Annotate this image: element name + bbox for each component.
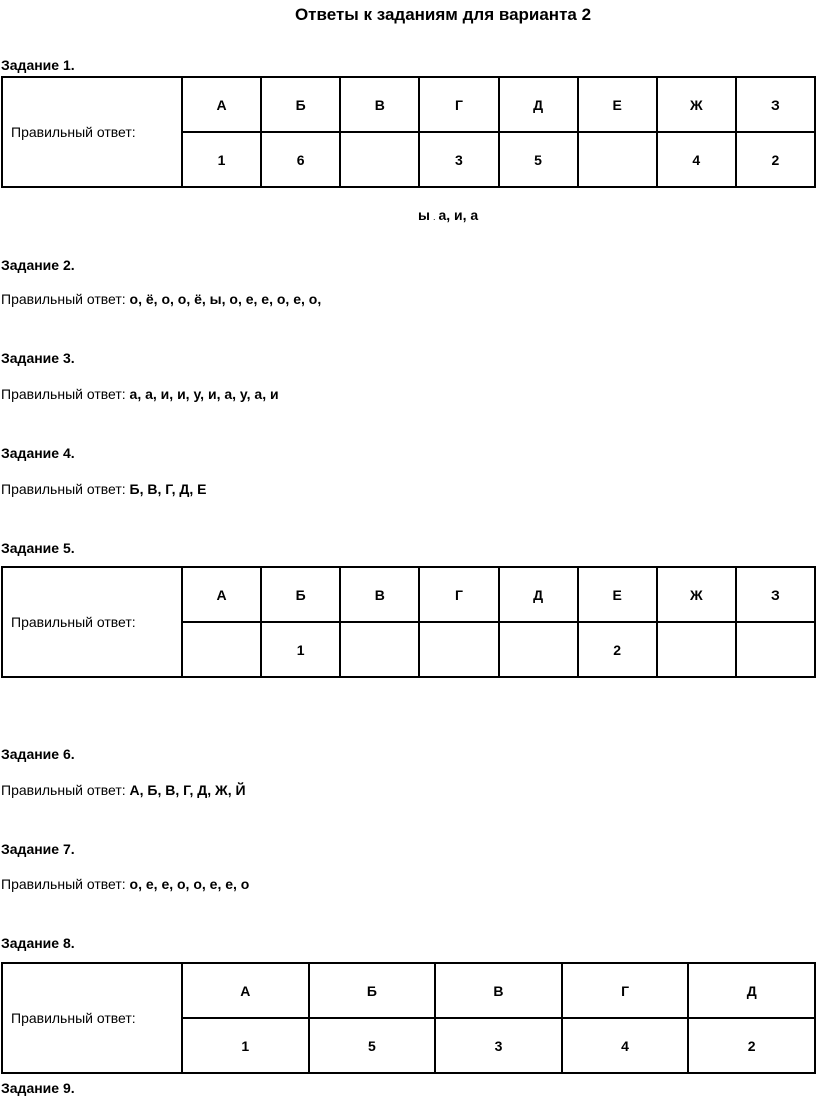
value-cell xyxy=(736,622,815,677)
task4-heading: Задание 4. xyxy=(1,445,75,461)
letter-cell: З xyxy=(736,77,815,132)
answer-label: Правильный ответ: xyxy=(1,876,126,892)
letter-cell: Б xyxy=(309,963,436,1018)
value-cell xyxy=(340,622,419,677)
letter-cell: Ж xyxy=(657,567,736,622)
letter-cell: Б xyxy=(261,567,340,622)
task8-answer-table xyxy=(1,962,816,1074)
value-cell: 3 xyxy=(419,132,498,187)
letter-cell: Д xyxy=(499,567,578,622)
value-cell xyxy=(657,622,736,677)
task4-answer: Б, В, Г, Д, Е xyxy=(129,481,207,497)
value-cell: 5 xyxy=(499,132,578,187)
stray-text xyxy=(418,207,478,223)
letter-cell: Д xyxy=(499,77,578,132)
task7-answer-line xyxy=(1,876,249,892)
value-cell: 5 xyxy=(309,1018,436,1073)
letter-cell: А xyxy=(182,963,309,1018)
value-cell: 1 xyxy=(261,622,340,677)
value-cell: 2 xyxy=(688,1018,815,1073)
value-cell: 6 xyxy=(261,132,340,187)
value-cell: 4 xyxy=(657,132,736,187)
task2-answer: о, ё, о, о, ё, ы, о, е, е, о, е, о, xyxy=(129,291,322,307)
letter-cell: Г xyxy=(419,77,498,132)
answer-label: Правильный ответ: xyxy=(2,963,182,1073)
task5-answer-table xyxy=(1,566,816,678)
task3-heading: Задание 3. xyxy=(1,350,75,366)
answer-label: Правильный ответ: xyxy=(1,291,126,307)
letter-cell: Е xyxy=(578,77,657,132)
value-cell: 3 xyxy=(435,1018,562,1073)
task9-heading: Задание 9. xyxy=(1,1080,75,1096)
task3-answer: а, а, и, и, у, и, а, у, а, и xyxy=(129,386,279,402)
value-cell: 2 xyxy=(736,132,815,187)
answer-label: Правильный ответ: xyxy=(2,77,182,187)
letter-cell: Д xyxy=(688,963,815,1018)
letter-cell: В xyxy=(435,963,562,1018)
letter-cell: Е xyxy=(578,567,657,622)
value-cell: 4 xyxy=(562,1018,689,1073)
stray-text-part2: а, и, а xyxy=(438,207,479,223)
task5-heading: Задание 5. xyxy=(1,540,75,556)
answer-label: Правильный ответ: xyxy=(1,481,126,497)
task3-answer-line xyxy=(1,386,279,402)
stray-text-part1: ы xyxy=(418,207,430,223)
value-cell xyxy=(578,132,657,187)
value-cell xyxy=(182,622,261,677)
letter-cell: В xyxy=(340,567,419,622)
task6-answer-line xyxy=(1,782,246,798)
letter-cell: Г xyxy=(562,963,689,1018)
answer-label: Правильный ответ: xyxy=(2,567,182,677)
letter-cell: Г xyxy=(419,567,498,622)
task1-heading: Задание 1. xyxy=(1,57,75,73)
value-cell: 1 xyxy=(182,132,261,187)
task6-heading: Задание 6. xyxy=(1,746,75,762)
letter-cell: З xyxy=(736,567,815,622)
task6-answer: А, Б, В, Г, Д, Ж, Й xyxy=(129,782,246,798)
task4-answer-line xyxy=(1,481,207,497)
stray-text-dot: . xyxy=(432,212,436,222)
task7-heading: Задание 7. xyxy=(1,841,75,857)
value-cell: 2 xyxy=(578,622,657,677)
value-cell xyxy=(419,622,498,677)
task1-answer-table xyxy=(1,76,816,188)
page-title: Ответы к заданиям для варианта 2 xyxy=(294,5,592,24)
letter-cell: А xyxy=(182,567,261,622)
answer-label: Правильный ответ: xyxy=(1,386,126,402)
task8-heading: Задание 8. xyxy=(1,935,75,951)
letter-cell: В xyxy=(340,77,419,132)
letter-cell: Ж xyxy=(657,77,736,132)
value-cell xyxy=(340,132,419,187)
letter-cell: Б xyxy=(261,77,340,132)
value-cell: 1 xyxy=(182,1018,309,1073)
letter-cell: А xyxy=(182,77,261,132)
task7-answer: о, е, е, о, о, е, е, о xyxy=(129,876,250,892)
task2-answer-line xyxy=(1,291,321,307)
task2-heading: Задание 2. xyxy=(1,257,75,273)
value-cell xyxy=(499,622,578,677)
answer-label: Правильный ответ: xyxy=(1,782,126,798)
